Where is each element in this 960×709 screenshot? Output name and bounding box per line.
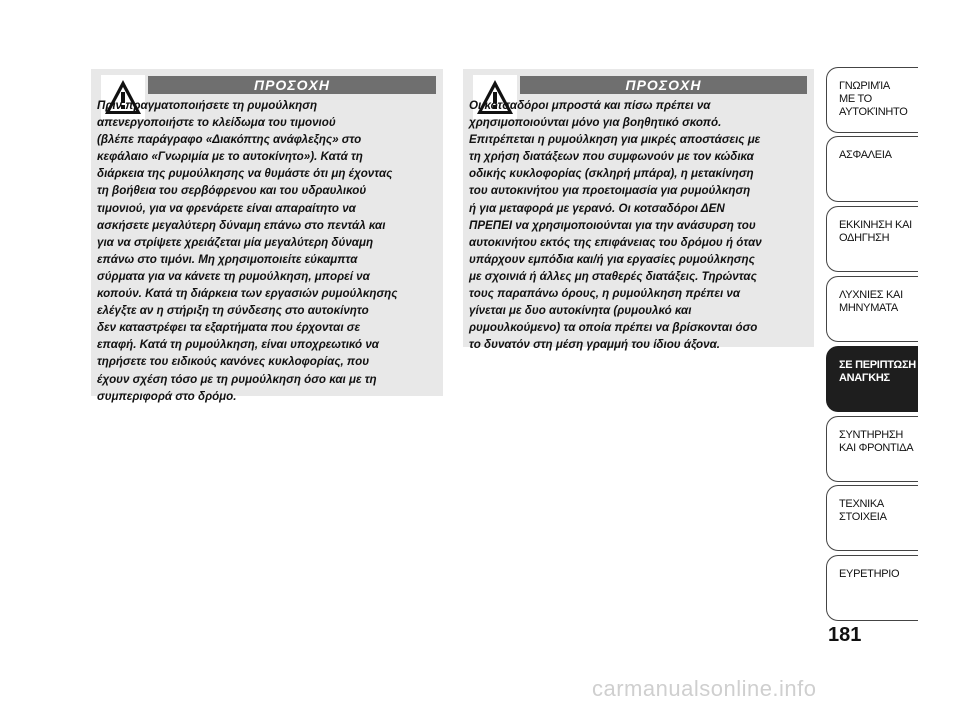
tab-technical-data[interactable]: ΤΕΧΝΙΚΑ ΣΤΟΙΧΕΙΑ	[826, 485, 918, 551]
tab-starting-driving[interactable]: ΕΚΚΙΝΗΣΗ ΚΑΙ ΟΔΗΓΗΣΗ	[826, 206, 918, 272]
tab-safety[interactable]: ΑΣΦΑΛΕΙΑ	[826, 136, 918, 202]
warning-box-tow-hooks	[463, 69, 814, 352]
warning-text: Οι κοτσαδόροι μπροστά και πίσω πρέπει να χρησιμοποιούνται μόνο για βοηθητικό σκοπό. Επιτρέπεται η ρυμούλκηση για μικρές αποστάσεις με τη χρήση διατάξεων που συμφωνούν με τον κώδικα οδικής κυκλοφορίας (σκληρή μπάρα), η μετακίνηση του αυτοκινήτου για προετοιμασία για ρυμούλκηση ή για μεταφορά με γερανό. Οι κοτσαδόροι ΔΕΝ ΠΡΕΠΕΙ να χρησιμοποιούνται για την ανάσυρση του αυτοκινήτου εκτός της επιφάνειας του δρόμου ή όταν υπάρχουν εμπόδια και/ή για εργασίες ρυμούλκησης με σχοινιά ή άλλες μη σταθερές διατάξεις. Τηρώντας τους παραπάνω όρους, η ρυμούλκηση πρέπει να γίνεται με δυο αυτοκίνητα (ρυμουλκό και ρυμουλκούμενο) τα οποία πρέπει να βρίσκονται όσο το δυνατόν στη μέση γραμμή του ίδιου άξονα.	[469, 99, 762, 352]
warning-box-towing-steering	[91, 69, 443, 403]
tab-emergency[interactable]: ΣΕ ΠΕΡΙΠΤΩΣΗ ΑΝΑΓΚΗΣ	[826, 346, 918, 412]
footer-watermark: carmanualsonline.info	[592, 676, 817, 701]
warning-title: ΠΡΟΣΟΧΗ	[148, 76, 436, 94]
page-number: 181	[828, 624, 862, 646]
tab-getting-to-know[interactable]: ΓΝΩΡΙΜΊΑ ΜΕ ΤΟ ΑΥΤΟΚΊΝΗΤΟ	[826, 67, 918, 133]
tab-maintenance[interactable]: ΣΥΝΤΗΡΗΣΗ ΚΑΙ ΦΡΟΝΤΙΔΑ	[826, 416, 918, 482]
warning-title: ΠΡΟΣΟΧΗ	[520, 76, 807, 94]
tab-index[interactable]: ΕΥΡΕΤΗΡΙΟ	[826, 555, 918, 621]
tab-warning-lights[interactable]: ΛΥΧΝΙΕΣ ΚΑΙ ΜΗΝΥΜΑΤΑ	[826, 276, 918, 342]
warning-text: Πριν πραγματοποιήσετε τη ρυμούλκηση απενεργοποιήστε το κλείδωμα του τιμονιού (βλέπε παράγραφο «Διακόπτης ανάφλεξης» στο κεφάλαιο «Γνωριμία με το αυτοκίνητο»). Κατά τη διάρκεια της ρυμούλκησης να θυμάστε ότι μη έχοντας τη βοήθεια του σερβόφρενου και του υδραυλικού τιμονιού, για να φρενάρετε είναι απαραίτητο να ασκήσετε μεγαλύτερη δύναμη επάνω στο πεντάλ και για να στρίψετε χρειάζεται μία μεγαλύτερη δύναμη επάνω στο τιμόνι. Μη χρησιμοποιείτε εύκαμπτα σύρματα για να κάνετε τη ρυμούλκηση, μπορεί να κοπούν. Κατά τη διάρκεια των εργασιών ρυμούλκησης ελέγξτε αν η στήριξη τη σύνδεσης στο αυτοκίνητο δεν καταστρέφει τα εξαρτήματα που έρχονται σε επαφή. Κατά τη ρυμούλκηση, είναι υποχρεωτικό να τηρήσετε του ειδικούς κανόνες κυκλοφορίας, που έχουν σχέση τόσο με τη ρυμούλκηση όσο και με τη συμπεριφορά στο δρόμο.	[97, 99, 398, 403]
